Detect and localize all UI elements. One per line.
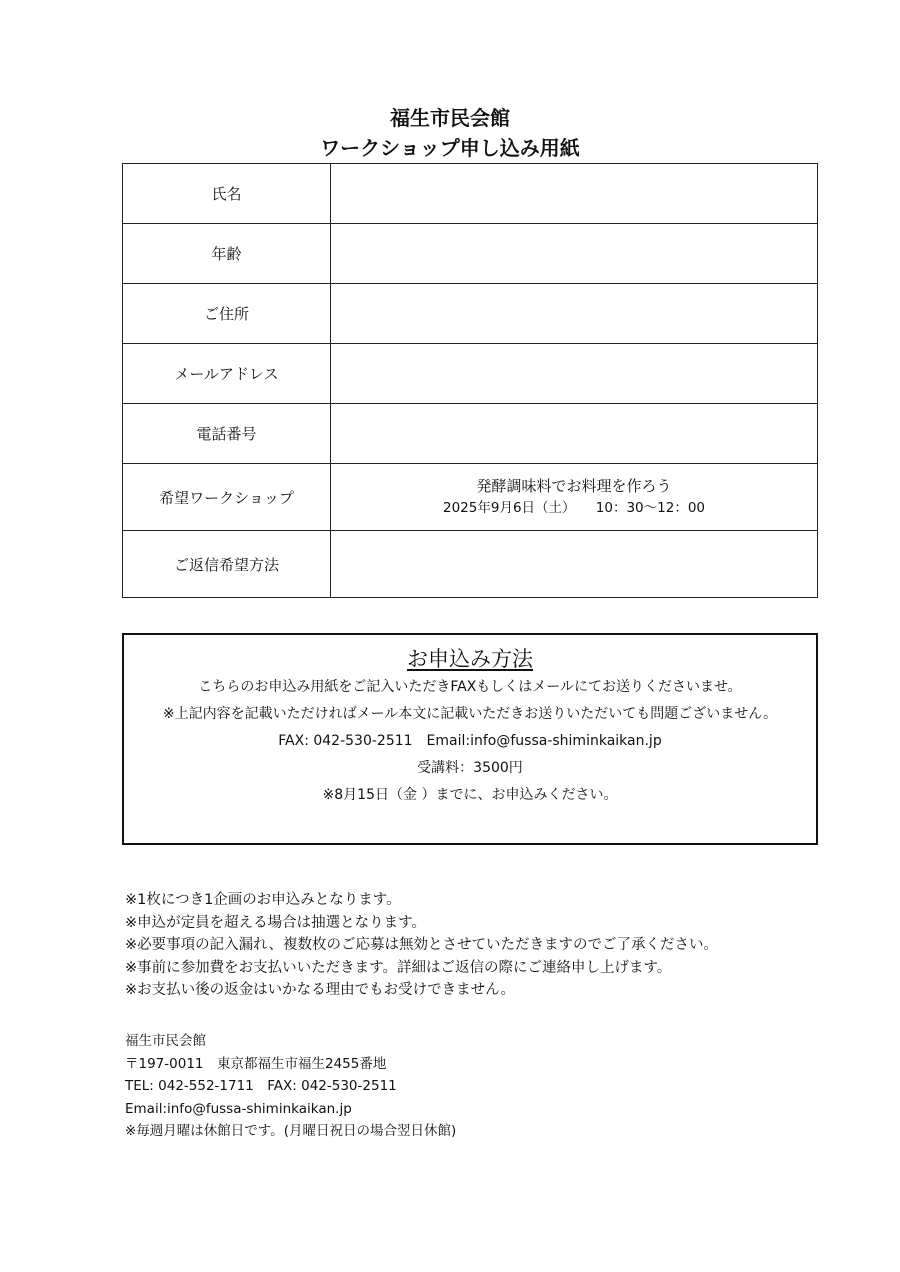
- notes-list: [125, 889, 718, 1002]
- age-field[interactable]: [331, 224, 818, 284]
- form-row-address: [123, 284, 818, 344]
- name-label: 氏名: [123, 164, 331, 224]
- email-label: メールアドレス: [123, 344, 331, 404]
- workshop-name: 発酵調味料でお料理を作ろう: [476, 477, 672, 495]
- form-title: ワークショップ申し込み用紙: [320, 136, 580, 160]
- howto-line-deadline: ※8月15日（金 ）までに、お申込みください。: [322, 787, 618, 803]
- application-method-title: お申込み方法: [407, 647, 533, 671]
- name-field[interactable]: [331, 164, 818, 224]
- note-item: ※申込が定員を超える場合は抽選となります。: [125, 914, 426, 931]
- workshop-field: [331, 464, 818, 531]
- contact-phone-fax: TEL: 042-552-1711 FAX: 042-530-2511: [125, 1078, 397, 1094]
- contact-name: 福生市民会館: [125, 1033, 206, 1049]
- reply-method-field[interactable]: [331, 531, 818, 598]
- reply-method-label: ご返信希望方法: [123, 531, 331, 598]
- form-row-phone: [123, 404, 818, 464]
- page-title: 福生市民会館: [390, 106, 510, 130]
- contact-address: 〒197-0011 東京都福生市福生2455番地: [125, 1055, 387, 1072]
- howto-line-email-body: ※上記内容を記載いただければメール本文に記載いただきお送りいただいても問題ございません。: [162, 706, 778, 722]
- workshop-datetime: 2025年9月6日（土） 10：30〜12：00: [443, 500, 705, 516]
- application-method-box: [122, 633, 818, 845]
- email-field[interactable]: [331, 344, 818, 404]
- form-row-workshop: [123, 464, 818, 531]
- age-label: 年齢: [123, 224, 331, 284]
- note-item: ※事前に参加費をお支払いいただきます。詳細はご返信の際にご連絡申し上げます。: [125, 959, 672, 976]
- contact-block: [125, 1030, 456, 1143]
- phone-label: 電話番号: [123, 404, 331, 464]
- address-label: ご住所: [123, 284, 331, 344]
- note-item: ※1枚につき1企画のお申込みとなります。: [125, 892, 401, 908]
- application-form-table: [122, 163, 818, 598]
- howto-line-submit: こちらのお申込み用紙をご記入いただきFAXもしくはメールにてお送りくださいませ。: [198, 679, 742, 695]
- address-field[interactable]: [331, 284, 818, 344]
- note-item: ※お支払い後の返金はいかなる理由でもお受けできません。: [125, 982, 516, 998]
- workshop-label: 希望ワークショップ: [123, 464, 331, 531]
- contact-closed-days: ※毎週月曜は休館日です。(月曜日祝日の場合翌日休館): [125, 1123, 457, 1139]
- contact-email: Email:info@fussa-shiminkaikan.jp: [125, 1100, 352, 1117]
- howto-line-fee: 受講料：3500円: [417, 760, 523, 776]
- form-row-age: [123, 224, 818, 284]
- phone-field[interactable]: [331, 404, 818, 464]
- note-item: ※必要事項の記入漏れ、複数枚のご応募は無効とさせていただきますのでご了承ください。: [125, 937, 719, 953]
- howto-line-contact: FAX: 042-530-2511 Email:info@fussa-shiminkaikan.jp: [278, 733, 662, 749]
- form-row-email: [123, 344, 818, 404]
- form-row-reply-method: [123, 531, 818, 598]
- form-row-name: [123, 164, 818, 224]
